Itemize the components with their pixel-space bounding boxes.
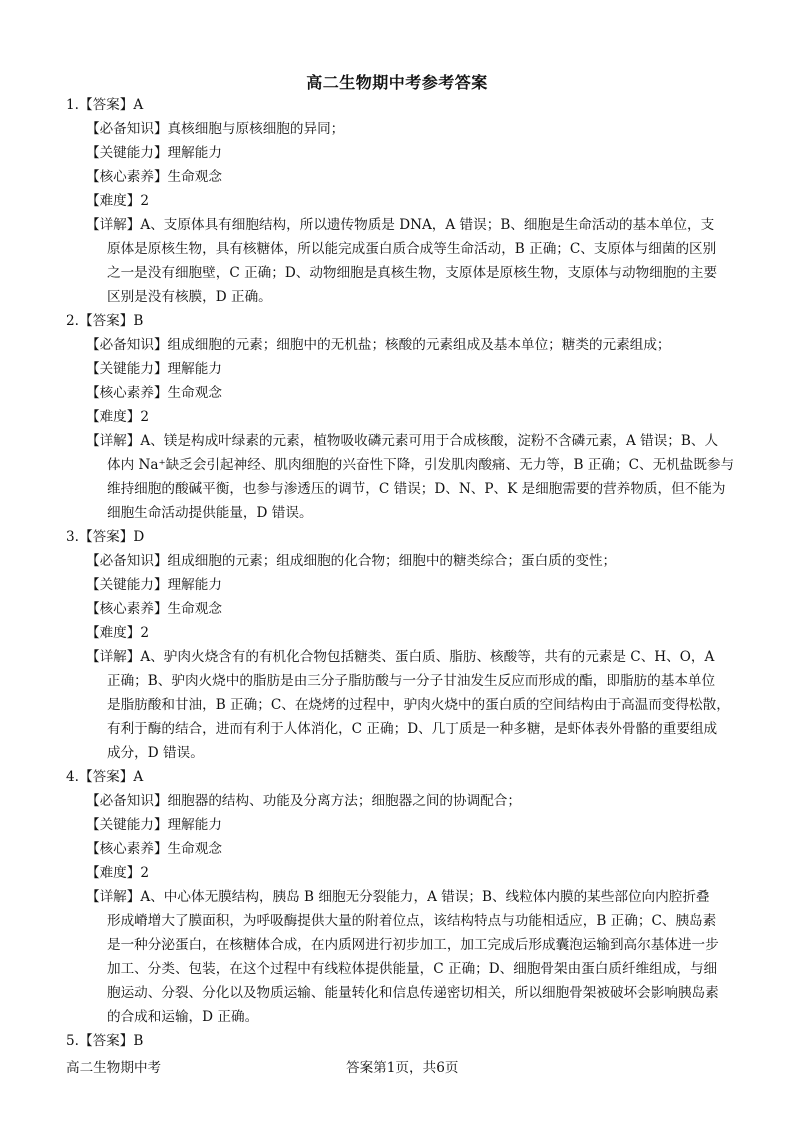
explanation bbox=[66, 885, 734, 1029]
required-knowledge: 【必备知识】组成细胞的元素；组成细胞的化合物；细胞中的糖类综合；蛋白质的变性； bbox=[86, 553, 617, 569]
core-literacy: 【核心素养】生命观念 bbox=[86, 169, 222, 185]
required-knowledge: 【必备知识】组成细胞的元素；细胞中的无机盐；核酸的元素组成及基本单位；糖类的元素组成； bbox=[86, 337, 671, 353]
answer-list bbox=[66, 93, 734, 1053]
explanation-line: 【详解】A、镁是构成叶绿素的元素，植物吸收磷元素可用于合成核酸，淀粉不含磷元素，A 错误；B、人 bbox=[86, 433, 719, 449]
footer-page-number: 答案第1页，共6页 bbox=[346, 1060, 459, 1076]
question-block bbox=[66, 765, 734, 1029]
core-literacy: 【核心素养】生命观念 bbox=[86, 385, 222, 401]
question-answer: 5.【答案】B bbox=[66, 1033, 144, 1049]
explanation-line: 细胞生命活动提供能量，D 错误。 bbox=[107, 505, 313, 521]
required-knowledge: 【必备知识】细胞器的结构、功能及分离方法；细胞器之间的协调配合； bbox=[86, 793, 521, 809]
difficulty: 【难度】2 bbox=[86, 865, 150, 881]
question-answer: 3.【答案】D bbox=[66, 529, 145, 545]
explanation-line: 【详解】A、驴肉火烧含有的有机化合物包括糖类、蛋白质、脂肪、核酸等，共有的元素是 C、H、O，A bbox=[86, 649, 715, 665]
question-answer: 4.【答案】A bbox=[66, 769, 144, 785]
core-literacy: 【核心素养】生命观念 bbox=[86, 601, 222, 617]
question-block bbox=[66, 93, 734, 309]
explanation-line: 之一是没有细胞壁，C 正确；D、动物细胞是真核生物，支原体是原核生物，支原体与动物细胞的主要 bbox=[107, 265, 718, 281]
explanation-line: 形成嵴增大了膜面积，为呼吸酶提供大量的附着位点，该结构特点与功能相适应，B 正确；C、胰岛素 bbox=[107, 913, 717, 929]
explanation-line: 加工、分类、包装，在这个过程中有线粒体提供能量，C 正确；D、细胞骨架由蛋白质纤维组成，与细 bbox=[107, 961, 718, 977]
key-ability: 【关键能力】理解能力 bbox=[86, 361, 222, 377]
key-ability: 【关键能力】理解能力 bbox=[86, 145, 222, 161]
question-answer: 1.【答案】A bbox=[66, 97, 144, 113]
footer-exam-name: 高二生物期中考 bbox=[66, 1060, 162, 1076]
explanation-line: 胞运动、分裂、分化以及物质运输、能量转化和信息传递密切相关，所以细胞骨架被破坏会影响胰岛素 bbox=[107, 985, 719, 1001]
explanation-line: 的合成和运输，D 正确。 bbox=[107, 1009, 259, 1025]
key-ability: 【关键能力】理解能力 bbox=[86, 577, 222, 593]
explanation-line: 是脂肪酸和甘油，B 正确；C、在烧烤的过程中，驴肉火烧中的蛋白质的空间结构由于高温而变得松散， bbox=[107, 697, 730, 713]
explanation-line: 【详解】A、支原体具有细胞结构，所以遗传物质是 DNA，A 错误；B、细胞是生命活动的基本单位，支 bbox=[86, 217, 715, 233]
explanation-line: 有利于酶的结合，进而有利于人体消化，C 正确；D、几丁质是一种多糖，是虾体表外骨骼的重要组成 bbox=[107, 721, 718, 737]
explanation bbox=[66, 213, 734, 309]
explanation bbox=[66, 645, 734, 765]
explanation-line: 正确；B、驴肉火烧中的脂肪是由三分子脂肪酸与一分子甘油发生反应而形成的酯，即脂肪的基本单位 bbox=[107, 673, 716, 689]
explanation-line: 【详解】A、中心体无膜结构，胰岛 B 细胞无分裂能力，A 错误；B、线粒体内膜的某些部位向内腔折叠 bbox=[86, 889, 710, 905]
explanation-line: 是一种分泌蛋白，在核糖体合成，在内质网进行初步加工，加工完成后形成囊泡运输到高尔基体进一步 bbox=[107, 937, 719, 953]
required-knowledge: 【必备知识】真核细胞与原核细胞的异同； bbox=[86, 121, 345, 137]
page-footer bbox=[66, 1056, 734, 1076]
question-block bbox=[66, 309, 734, 525]
difficulty: 【难度】2 bbox=[86, 409, 150, 425]
explanation-line: 成分，D 错误。 bbox=[107, 745, 204, 761]
difficulty: 【难度】2 bbox=[86, 193, 150, 209]
question-block bbox=[66, 525, 734, 765]
explanation-line: 体内 Na⁺缺乏会引起神经、肌肉细胞的兴奋性下降，引发肌肉酸痛、无力等，B 正确；C、无机盐既参与 bbox=[107, 457, 734, 473]
explanation-line: 原体是原核生物，具有核糖体，所以能完成蛋白质合成等生命活动，B 正确；C、支原体与细菌的区别 bbox=[107, 241, 717, 257]
question-block bbox=[66, 1029, 734, 1053]
explanation-line: 维持细胞的酸碱平衡，也参与渗透压的调节，C 错误；D、N、P、K 是细胞需要的营养物质，但不能为 bbox=[107, 481, 726, 497]
explanation bbox=[66, 429, 734, 525]
question-answer: 2.【答案】B bbox=[66, 313, 144, 329]
explanation-line: 区别是没有核膜，D 正确。 bbox=[107, 289, 272, 305]
core-literacy: 【核心素养】生命观念 bbox=[86, 841, 222, 857]
page-title: 高二生物期中考参考答案 bbox=[306, 73, 488, 92]
key-ability: 【关键能力】理解能力 bbox=[86, 817, 222, 833]
difficulty: 【难度】2 bbox=[86, 625, 150, 641]
